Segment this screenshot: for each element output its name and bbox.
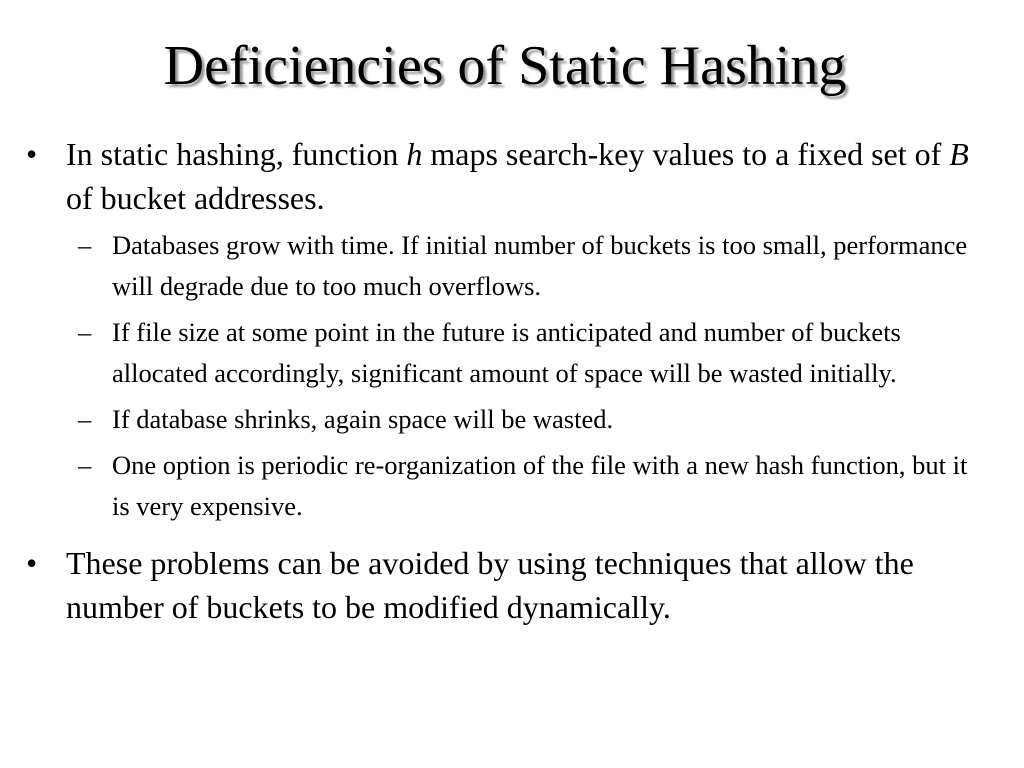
bullet-marker: • — [26, 545, 38, 581]
sub-bullet-marker: – — [78, 317, 92, 347]
sub-bullet-list — [0, 225, 1024, 527]
sub-bullet-text: If database shrinks, again space will be wasted. — [112, 404, 614, 434]
bullet-marker: • — [26, 136, 38, 172]
sub-bullet-anticipated-size — [0, 312, 1024, 394]
bullet-text-part3: of bucket addresses. — [66, 180, 325, 216]
sub-bullet-reorganization — [0, 445, 1024, 527]
sub-bullet-marker: – — [78, 404, 92, 434]
bullet-text-part2: maps search-key values to a fixed set of — [422, 136, 950, 172]
sub-bullet-database-shrinks — [0, 399, 1024, 440]
bullet-static-hashing — [0, 132, 1024, 220]
sub-bullet-text: If file size at some point in the future is anticipated and number of buckets allocated accordingly, significant amount of space will be wasted initially. — [112, 317, 901, 388]
sub-bullet-text: Databases grow with time. If initial number of buckets is too small, performance will degrade due to too much overflows. — [112, 230, 968, 301]
bullet-text-part1: In static hashing, function — [66, 136, 407, 172]
sub-bullet-databases-grow — [0, 225, 1024, 307]
slide-title: Deficiencies of Static Hashing — [163, 35, 847, 97]
bucket-count-b: B — [949, 136, 969, 172]
sub-bullet-marker: – — [78, 230, 92, 260]
function-h: h — [406, 136, 423, 172]
bullet-text: These problems can be avoided by using techniques that allow the number of buckets to be modified dynamically. — [66, 545, 914, 625]
slide-content — [0, 132, 1024, 629]
sub-bullet-text: One option is periodic re-organization of the file with a new hash function, but it is very expensive. — [112, 450, 968, 521]
bullet-dynamic-buckets — [0, 541, 1024, 629]
sub-bullet-marker: – — [78, 450, 92, 480]
